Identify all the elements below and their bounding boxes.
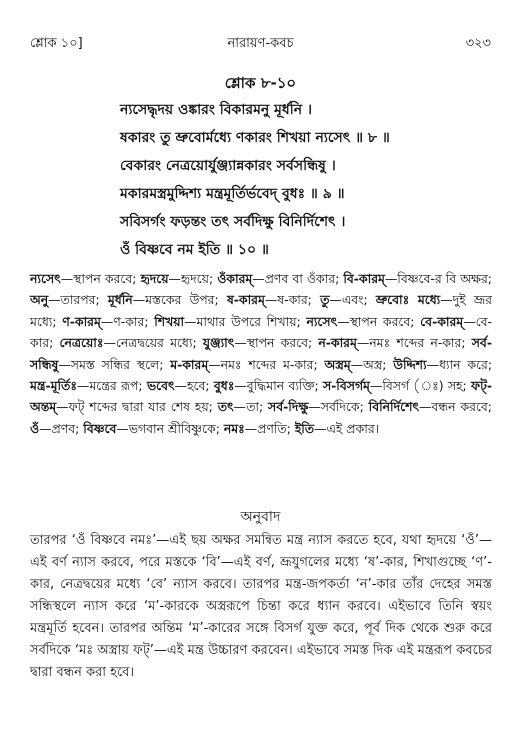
glossary-term: ফট্-অন্তম্ [30, 378, 492, 415]
verse-title: শ্লোক ৮-১০ [224, 74, 297, 92]
glossary-term: বিষ্ণবে [83, 420, 117, 436]
glossary-term: মূর্ধনি [107, 292, 133, 308]
glossary-term: ন-কারম্ [318, 335, 357, 351]
glossary-term: ণ-কারম্ [62, 313, 101, 329]
glossary-meaning: ষ-কার [277, 292, 308, 308]
glossary-meaning: প্রণব বা ওঁকার [264, 271, 336, 286]
glossary-meaning: বে-কার [30, 313, 492, 351]
header-chapter-title: নারায়ণ-কবচ [227, 36, 294, 51]
page-number: ৩২৩ [465, 36, 491, 51]
glossary-meaning: দুই ভ্রূর মধ্যে [30, 292, 492, 329]
glossary-term: শিখয়া [154, 313, 185, 329]
glossary-term: নেত্রয়োঃ [59, 335, 104, 351]
glossary-meaning: মস্তকের উপর [145, 292, 215, 308]
glossary-term: ন্যসেৎ [30, 271, 61, 286]
glossary-meaning: স্থাপন করবে [246, 335, 308, 351]
glossary-term: সর্ব-দিক্ষু [268, 399, 309, 415]
glossary-term: হৃদয়ে [140, 271, 169, 286]
glossary-term: ম-কারম্ [170, 356, 209, 372]
glossary-meaning: ধ্যান করে [438, 356, 488, 372]
glossary-meaning: সমস্ত সন্ধির স্থলে [70, 356, 160, 372]
glossary-term: ভবেৎ [146, 378, 175, 394]
glossary-term: মন্ত্র-মূর্তিঃ [30, 378, 77, 394]
glossary-meaning: তারপর [60, 292, 96, 308]
glossary-meaning: স্থাপন করবে [73, 271, 133, 286]
glossary-meaning: প্রণব [51, 420, 76, 436]
glossary-term: তৎ [217, 399, 234, 415]
glossary-meaning: অস্ত্র [363, 356, 383, 372]
verse-line: ন্যসেদ্ধৃদয় ওঙ্কারং বিকারমনু মূর্ধনি । [120, 102, 312, 118]
glossary-meaning: ফট্ শব্দের দ্বারা যার শেষ হয় [68, 399, 209, 415]
verse-line: ষকারং তু ভ্রুবোর্মধ্যে ণকারং শিখয়া ন্যসেৎ ॥ ৮ ॥ [120, 130, 390, 146]
glossary-meaning: এবং [341, 292, 364, 308]
glossary-term: সর্ব-সন্ধিষু [30, 335, 492, 372]
glossary-meaning: নমঃ শব্দের ম-কার [220, 356, 314, 372]
sanskrit-verse [120, 96, 500, 264]
glossary-term: ওঁ [30, 420, 40, 436]
verse-line: ওঁ বিষ্ণবে নম ইতি ॥ ১০ ॥ [120, 242, 269, 258]
glossary-meaning: ণ-কার [113, 313, 145, 329]
glossary-meaning: এই প্রকার [326, 420, 375, 436]
word-for-word-glossary: ন্যসেৎ—স্থাপন করবে; হৃদয়ে—হৃদয়ে; ওঁকারম্—প্রণব বা ওঁকার; বি-কারম্—বিষ্ণবে-র বি অক্ষর; অনু—তারপর; মূর্ধনি—মস্তকের উপর; ষ-কারম্—ষ-কার; তু—এবং; ভ্রুবোঃ মধ্যে—দুই ভ্রূর মধ্যে; ণ-কারম্—ণ-কার; শিখয়া—মাথার উপরে শিখায়; ন্যসেৎ—স্থাপন করবে; বে-কারম্—বে-কার; নেত্রয়োঃ—নেত্রদ্বয়ের মধ্যে; যুঞ্জ্যাৎ—স্থাপন করবে; ন-কারম্—নমঃ শব্দের ন-কার; সর্ব-সন্ধিষু—সমস্ত সন্ধির স্থলে; ম-কারম্—নমঃ শব্দের ম-কার; অস্ত্রম্—অস্ত্র; উদ্দিশ্য—ধ্যান করে; মন্ত্র-মূর্তিঃ—মন্ত্রের রূপ; ভবেৎ—হবে; বুধঃ—বুদ্ধিমান ব্যক্তি; স-বিসর্গম্—বিসর্গ (ঃ) সহ; ফট্-অন্তম্—ফট্ শব্দের দ্বারা যার শেষ হয়; তৎ—তা; সর্ব-দিক্ষু—সর্বদিকে; বিনির্দিশেৎ—বন্ধন করবে; ওঁ—প্রণব; বিষ্ণবে—ভগবান শ্রীবিষ্ণুকে; নমঃ—প্রণতি; ইতি—এই প্রকার। [30, 271, 493, 436]
glossary-meaning: বিসর্গ (ঃ) সহ [382, 378, 463, 394]
glossary-meaning: হবে [187, 378, 206, 394]
verse-line: মকারমস্ত্রমুদ্দিশ্য মন্ত্রমূর্তির্ভবেদ্ বুধঃ ॥ ৯ ॥ [120, 186, 345, 202]
glossary-meaning: বুদ্ধিমান ব্যক্তি [246, 378, 315, 394]
glossary-meaning: স্থাপন করবে [349, 313, 411, 329]
glossary-meaning: নেত্রদ্বয়ের মধ্যে [115, 335, 193, 351]
verse-line: সবিসর্গং ফড়ন্তং তৎ সর্বদিক্ষু বিনির্দিশেৎ । [120, 214, 346, 230]
glossary-meaning: বন্ধন করবে [431, 399, 488, 415]
verse-line: বেকারং নেত্রয়োর্যুঞ্জ্যান্নকারং সর্বসন্ধিষু । [120, 158, 336, 174]
glossary-meaning: সর্বদিকে [320, 399, 360, 415]
glossary-term: তু [320, 292, 330, 308]
glossary-term: বুধঃ [213, 378, 235, 394]
glossary-term: বি-কারম্ [343, 271, 385, 286]
glossary-term: স-বিসর্গম্ [322, 378, 370, 394]
glossary-term: বিনির্দিশেৎ [368, 399, 420, 415]
glossary-meaning: মন্ত্রের রূপ [89, 378, 139, 394]
glossary-meaning: বিষ্ণবে-র বি অক্ষর [397, 271, 488, 286]
glossary-meaning: নমঃ শব্দের ন-কার [369, 335, 462, 351]
glossary-term: অস্ত্রম্ [324, 356, 351, 372]
glossary-meaning: হৃদয়ে [180, 271, 209, 286]
glossary-term: নমঃ [223, 420, 245, 436]
glossary-term: যুঞ্জ্যাৎ [202, 335, 235, 351]
translation-title: অনুবাদ [240, 509, 281, 525]
glossary-term: অনু [30, 292, 49, 308]
glossary-term: ষ-কারম্ [226, 292, 265, 308]
glossary-term: বে-কারম্ [420, 313, 464, 329]
glossary-meaning: মাথার উপরে শিখায় [196, 313, 297, 329]
translation-paragraph: তারপর ‘ওঁ বিষ্ণবে নমঃ’—এই ছয় অক্ষর সমন্বিত মন্ত্র ন্যাস করতে হবে, যথা হৃদয়ে ‘ওঁ’—এই বর্ণ ন্যাস করবে, পরে মস্তকে ‘বি’—এই বর্ণ, ভ্রূযুগলের মধ্যে ‘ষ’-কার, শিখাগুচ্ছে ‘ণ’-কার, নেত্রদ্বয়ের মধ্যে ‘বে’ ন্যাস করবে। তারপর মন্ত্র-জপকর্তা ‘ন’-কার তাঁর দেহের সমস্ত সন্ধিস্থলে ন্যাস করে ‘ম’-কারকে অস্ত্ররূপে চিন্তা করে ধ্যান করবে। এইভাবে তিনি স্বয়ং মন্ত্রমূর্তি হবেন। তারপর অন্তিম ‘ম’-কারের সঙ্গে বিসর্গ যুক্ত করে, পূর্ব দিক থেকে শুরু করে সর্বদিকে ‘মঃ অস্ত্রায় ফট্’—এই মন্ত্র উচ্চারণ করবেন। এইভাবে সমস্ত দিক এই মন্ত্ররূপ কবচের দ্বারা বন্ধন করা হবে। [30, 533, 492, 680]
header-verse-ref: শ্লোক ১০] [30, 36, 83, 51]
glossary-term: ন্যসেৎ [306, 313, 338, 329]
glossary-term: উদ্দিশ্য [393, 356, 427, 372]
glossary-meaning: তা [246, 399, 259, 415]
glossary-meaning: ভগবান শ্রীবিষ্ণুকে [128, 420, 216, 436]
glossary-meaning: প্রণতি [257, 420, 287, 436]
glossary-term: ইতি [294, 420, 315, 436]
glossary-term: ওঁকারম্ [217, 271, 253, 286]
glossary-term: ভ্রুবোঃ মধ্যে [375, 292, 441, 308]
running-header [30, 34, 491, 56]
